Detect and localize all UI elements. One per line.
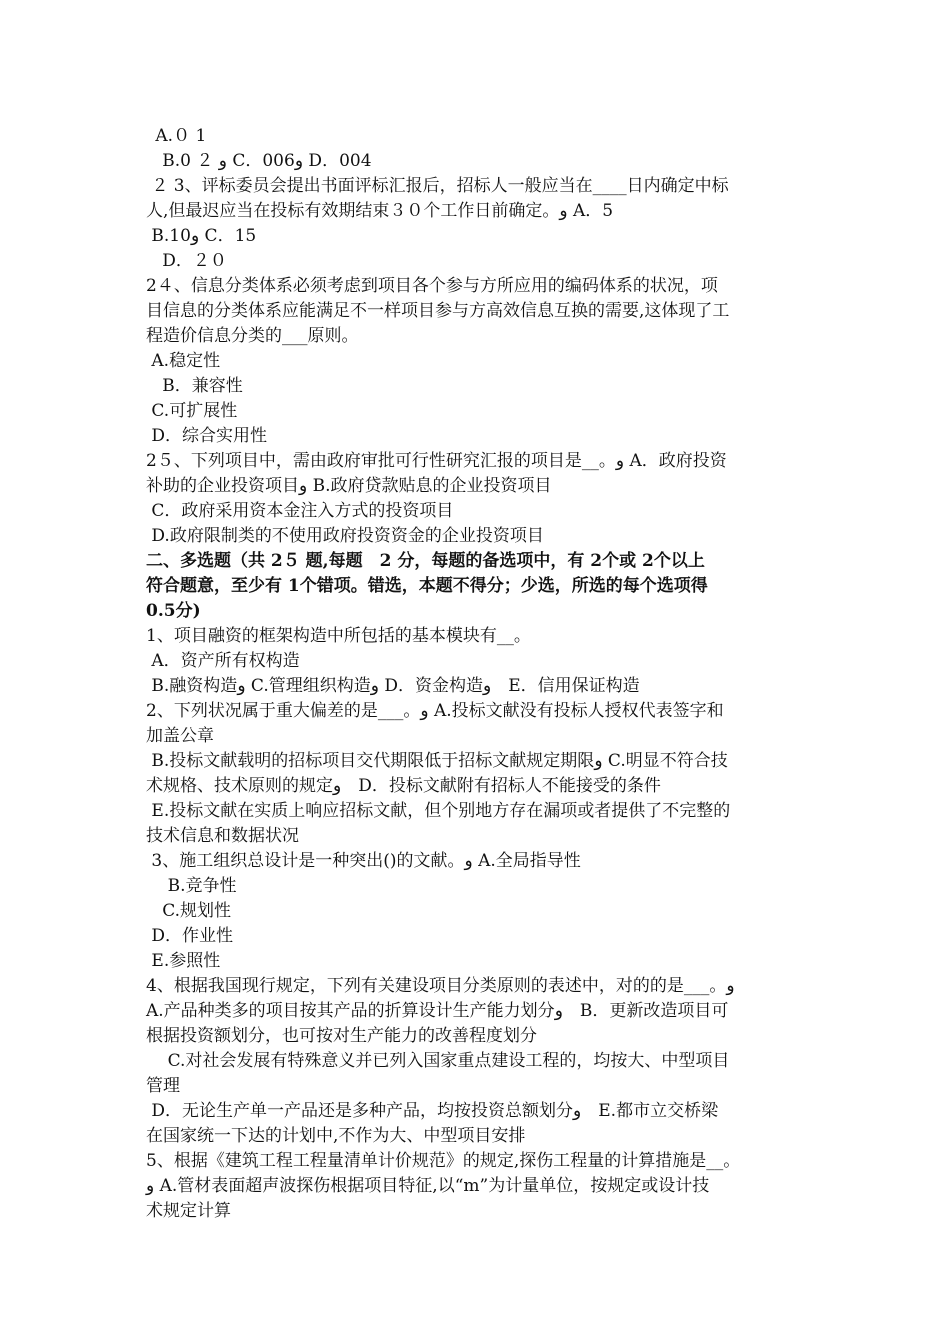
text-line: ２ 3、评标委员会提出书面评标汇报后，招标人一般应当在____日内确定中标 [146, 176, 729, 196]
text-line: 2５、下列项目中，需由政府审批可行性研究汇报的项目是__。ﻭ A．政府投资 [146, 451, 727, 471]
text-line: A.稳定性 [146, 351, 221, 371]
text-line: B.竞争性 [146, 876, 237, 896]
text-line: D．无论生产单一产品还是多种产品，均按投资总额划分ﻭ E.都市立交桥梁 [146, 1101, 719, 1121]
text-line: C.规划性 [146, 901, 232, 921]
text-line: 人,但最迟应当在投标有效期结束３０个工作日前确定。ﻭ A．5 [146, 201, 614, 221]
text-line: D．作业性 [146, 926, 234, 946]
text-line: A．资产所有权构造 [146, 651, 300, 671]
text-line: 根据投资额划分，也可按对生产能力的改善程度划分 [146, 1026, 537, 1046]
text-line: 4、根据我国现行规定，下列有关建设项目分类原则的表述中，对的的是___。ﻭ [146, 976, 735, 996]
text-line: D．综合实用性 [146, 426, 268, 446]
text-line: E.参照性 [146, 951, 221, 971]
text-line: D．２０ [146, 251, 227, 271]
text-line: B．兼容性 [146, 376, 243, 396]
text-line: 2、下列状况属于重大偏差的是___。ﻭ A.投标文献没有投标人授权代表签字和 [146, 701, 724, 721]
text-line: ﻭ A.管材表面超声波探伤根据项目特征,以“m”为计量单位，按规定或设计技 [146, 1176, 710, 1196]
text-line: 在国家统一下达的计划中,不作为大、中型项目安排 [146, 1126, 526, 1146]
text-line: 目信息的分类体系应能满足不一样项目参与方高效信息互换的需要,这体现了工 [146, 301, 730, 321]
section-heading-line: 0.5分) [146, 601, 201, 621]
text-line: B.0 ２ ﻭ C．006ﻭ D．004 [146, 151, 372, 171]
text-line: E.投标文献在实质上响应招标文献，但个别地方存在漏项或者提供了不完整的 [146, 801, 731, 821]
text-line: 技术信息和数据状况 [146, 826, 299, 846]
section-heading-line: 二、多选题（共 2５ 题,每题 2 分，每题的备选项中，有 2个或 2个以上 [146, 551, 705, 571]
text-line: 3、施工组织总设计是一种突出()的文献。ﻭ A.全局指导性 [146, 851, 581, 871]
text-line: B.投标文献载明的招标项目交代期限低于招标文献规定期限ﻭ C.明显不符合技 [146, 751, 728, 771]
text-line: 2４、信息分类体系必须考虑到项目各个参与方所应用的编码体系的状况，项 [146, 276, 718, 296]
text-line: C.对社会发展有特殊意义并已列入国家重点建设工程的，均按大、中型项目 [146, 1051, 730, 1071]
text-line: 术规定计算 [146, 1201, 231, 1221]
document-page [146, 124, 816, 1224]
text-line: 1、项目融资的框架构造中所包括的基本模块有__。 [146, 626, 531, 646]
section-heading-line: 符合题意，至少有 1个错项。错选，本题不得分；少选，所选的每个选项得 [146, 576, 708, 596]
text-line: C．政府采用资本金注入方式的投资项目 [146, 501, 454, 521]
text-line: 补助的企业投资项目ﻭ B.政府贷款贴息的企业投资项目 [146, 476, 552, 496]
text-line: 加盖公章 [146, 726, 214, 746]
text-line: B.融资构造ﻭ C.管理组织构造ﻭ D．资金构造ﻭ E．信用保证构造 [146, 676, 640, 696]
text-line: B.10ﻭ C．15 [146, 226, 257, 246]
text-line: A.产品种类多的项目按其产品的折算设计生产能力划分ﻭ B．更新改造项目可 [146, 1001, 729, 1021]
text-line: D.政府限制类的不使用政府投资资金的企业投资项目 [146, 526, 544, 546]
text-line: 程造价信息分类的___原则。 [146, 326, 359, 346]
text-line: A.０ 1 [150, 126, 207, 146]
text-line: 管理 [146, 1076, 180, 1096]
text-line: 5、根据《建筑工程工程量清单计价规范》的规定,探伤工程量的计算措施是__。 [146, 1151, 741, 1171]
text-line: 术规格、技术原则的规定ﻭ D．投标文献附有招标人不能接受的条件 [146, 776, 661, 796]
text-line: C.可扩展性 [146, 401, 238, 421]
